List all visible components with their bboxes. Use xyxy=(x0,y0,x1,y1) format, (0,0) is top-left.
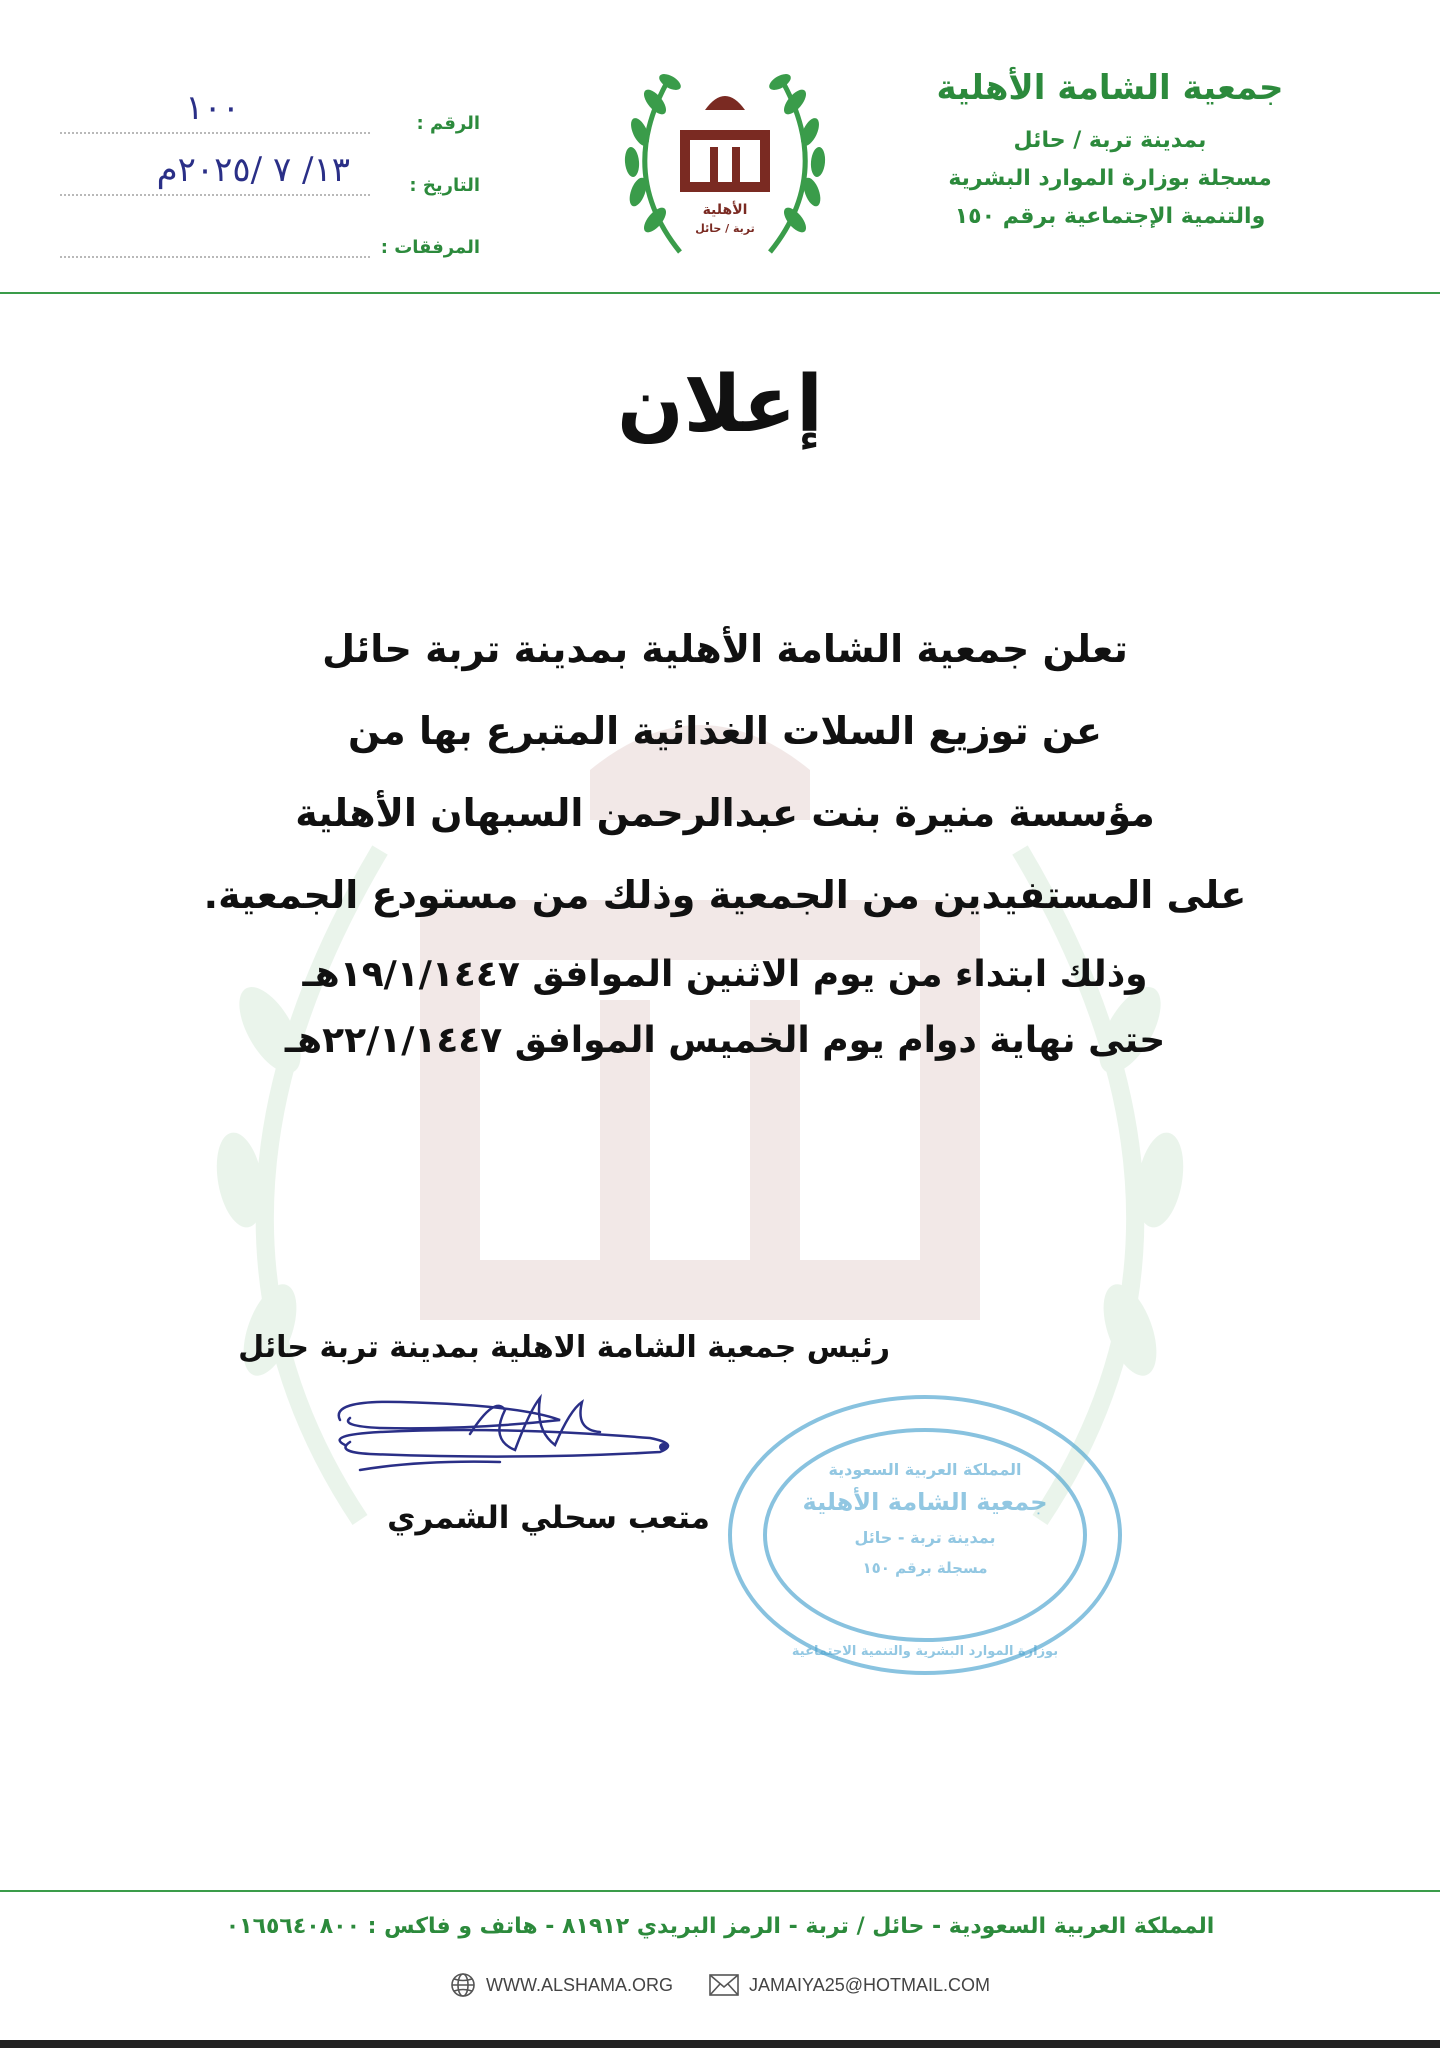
header-divider xyxy=(0,292,1440,294)
ref-number-value: ١٠٠ xyxy=(185,88,240,128)
website-contact[interactable] xyxy=(450,1972,673,1998)
footer-divider xyxy=(0,1890,1440,1892)
ref-number-label: الرقم : xyxy=(416,113,480,134)
signatory-name: متعب سحلي الشمري xyxy=(387,1500,710,1536)
ref-attachments-row xyxy=(60,196,480,258)
handwritten-signature xyxy=(320,1390,700,1500)
reference-block xyxy=(60,72,480,258)
org-registration-number: والتنمية الإجتماعية برقم ١٥٠ xyxy=(954,204,1266,229)
end-date-line: حتى نهاية دوام يوم الخميس الموافق ٢٢/١/١٤٤٧هـ xyxy=(284,1020,1166,1061)
ref-date-row xyxy=(60,134,480,196)
ref-attachments-label: المرفقات : xyxy=(380,237,480,258)
ref-number-row xyxy=(60,72,480,134)
footer-address: المملكة العربية السعودية - حائل / تربة - الرمز البريدي ٨١٩١٢ - هاتف و فاكس : ٠١٦٥٦٤٠٨٠٠ xyxy=(225,1914,1215,1939)
globe-icon xyxy=(450,1972,476,1998)
org-name: جمعية الشامة الأهلية xyxy=(936,68,1284,108)
ref-date-line xyxy=(60,150,370,196)
email-contact[interactable] xyxy=(709,1972,990,1998)
body-line: تعلن جمعية الشامة الأهلية بمدينة تربة حائل xyxy=(322,627,1128,671)
signatory-title: رئيس جمعية الشامة الاهلية بمدينة تربة حائل xyxy=(238,1330,890,1365)
stamp-city: بمدينة تربة - حائل xyxy=(854,1528,996,1547)
official-stamp xyxy=(720,1385,1130,1685)
email-link[interactable]: JAMAIYA25@HOTMAIL.COM xyxy=(749,1974,990,1995)
website-link[interactable]: WWW.ALSHAMA.ORG xyxy=(486,1974,674,1995)
announcement-body xyxy=(150,608,1300,1074)
org-registration: مسجلة بوزارة الموارد البشرية xyxy=(948,166,1272,191)
page-title: إعلان xyxy=(617,360,823,450)
logo-subtitle: الأهلية xyxy=(702,202,748,218)
stamp-org: جمعية الشامة الأهلية xyxy=(802,1488,1048,1516)
body-line: مؤسسة منيرة بنت عبدالرحمن السبهان الأهلية xyxy=(295,791,1155,835)
org-location: بمدينة تربة / حائل xyxy=(1013,128,1207,153)
page-bottom-edge xyxy=(0,2040,1440,2048)
start-date-line: وذلك ابتداء من يوم الاثنين الموافق ١٩/١/١٤٤٧هـ xyxy=(302,954,1148,995)
ref-date-value: ١٣/ ٧ /٢٠٢٥م xyxy=(156,150,350,190)
logo-location: تربة / حائل xyxy=(695,222,755,235)
stamp-registration: مسجلة برقم ١٥٠ xyxy=(862,1559,988,1577)
body-line: على المستفيدين من الجمعية وذلك من مستودع الجمعية. xyxy=(203,873,1247,917)
footer-contacts xyxy=(0,1972,1440,1998)
ref-attachments-line xyxy=(60,226,370,258)
ref-number-line xyxy=(60,88,370,134)
stamp-country: المملكة العربية السعودية xyxy=(828,1460,1022,1479)
stamp-ministry: بوزارة الموارد البشرية والتنمية الاجتماعية xyxy=(791,1644,1059,1659)
wreath-logo-icon xyxy=(610,52,840,277)
envelope-icon xyxy=(709,1974,739,1996)
org-header xyxy=(910,68,1310,236)
body-line: عن توزيع السلات الغذائية المتبرع بها من xyxy=(347,709,1102,753)
ref-date-label: التاريخ : xyxy=(409,175,480,196)
